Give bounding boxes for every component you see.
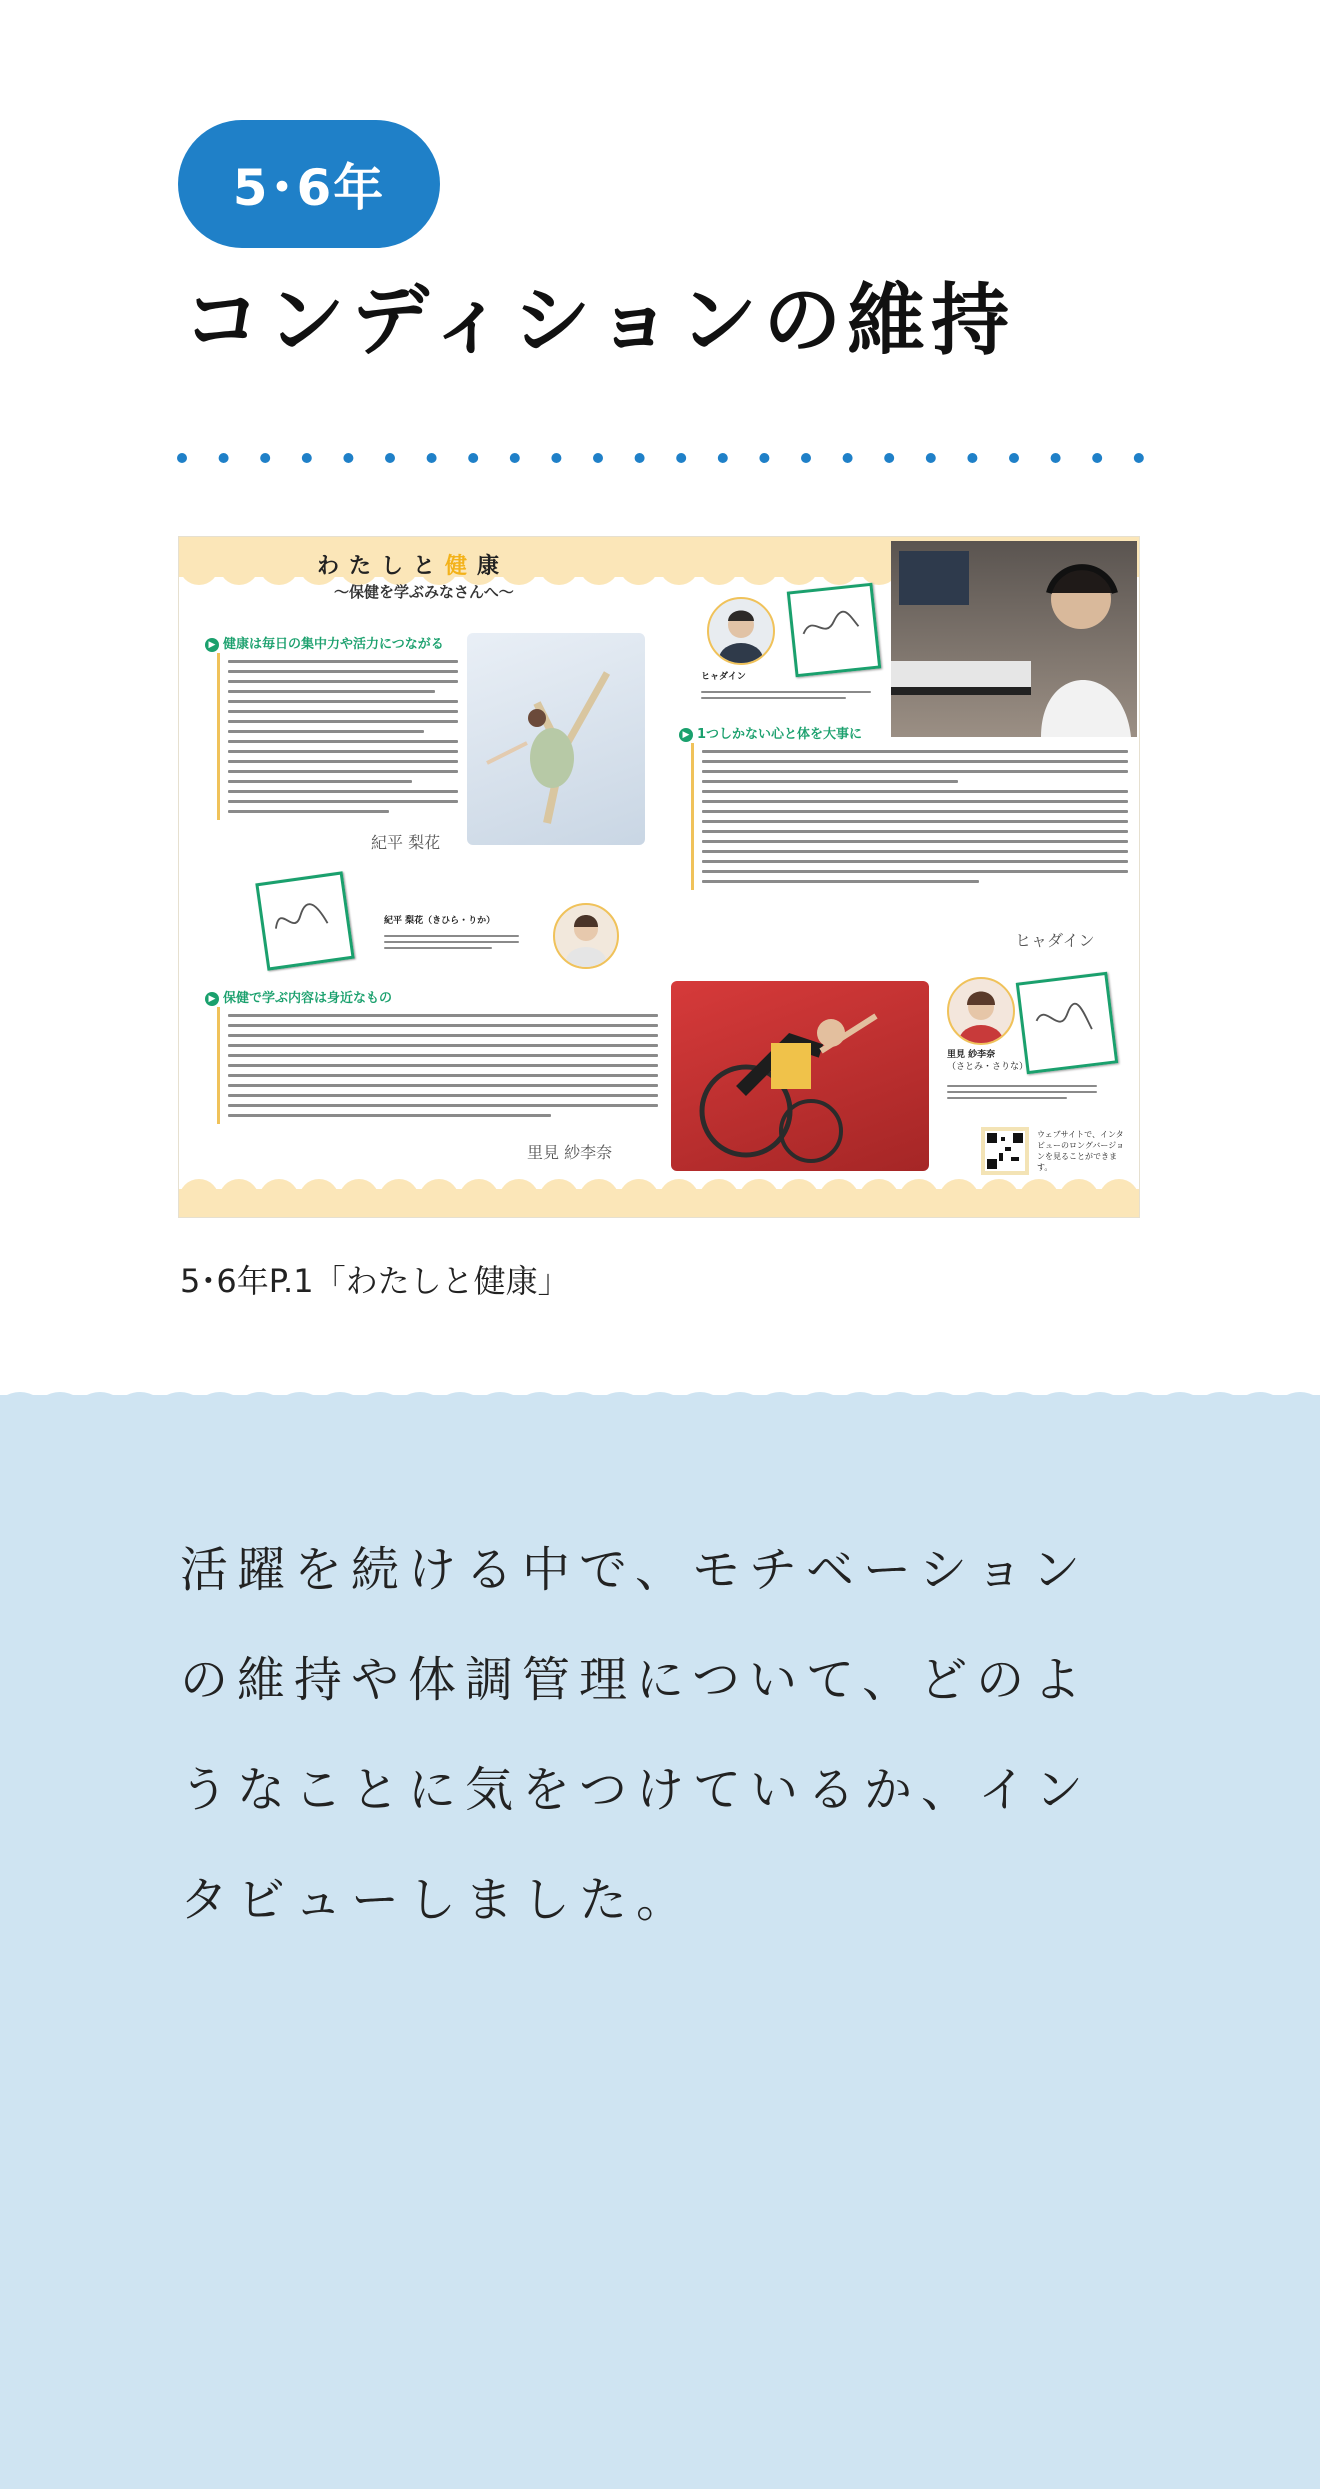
scallop-bump [259, 1179, 299, 1199]
intro-paragraph: 活躍を続ける中で、モチベーションの維持や体調管理について、どのようなことに気をつけているか、インタビューしました。 [180, 1542, 1093, 1928]
scallop-bump [859, 1179, 899, 1199]
scallop-bump [659, 1179, 699, 1199]
satomi-autograph-card [1016, 972, 1119, 1075]
kihira-autograph-card [255, 871, 354, 970]
divider-dot [551, 453, 561, 463]
scallop-bump [819, 1179, 859, 1199]
scallop-bump [739, 1179, 779, 1199]
scallop-bump [899, 1179, 939, 1199]
qr-code[interactable] [981, 1127, 1029, 1175]
section-title-left-2: ▶ 保健で学ぶ内容は身近なもの [205, 987, 392, 1006]
right-text-block-1 [691, 743, 1128, 890]
divider-dot [510, 453, 520, 463]
scallop-bump [259, 565, 299, 585]
spread-heading: わたしと健康 [317, 554, 510, 579]
qr-note: ウェブサイトで、インタビューのロングバージョンを見ることができます。 [1037, 1130, 1125, 1172]
hyadain-studio-photo [891, 541, 1137, 737]
scallop-bump [419, 1179, 459, 1199]
divider-dot [884, 453, 894, 463]
scallop-bump [1099, 1179, 1139, 1199]
scallop-bump [179, 1179, 219, 1199]
skater-photo [467, 633, 645, 845]
kihira-signature-text: 紀平 梨花 [371, 833, 441, 852]
divider-dot [385, 453, 395, 463]
scallop-bump [739, 565, 779, 585]
scallop-bump [539, 565, 579, 585]
divider-dot [593, 453, 603, 463]
scallop-bump [939, 1179, 979, 1199]
textbook-spread-image [178, 536, 1140, 1218]
scallop-bump [219, 1179, 259, 1199]
hyadain-autograph-card [787, 583, 882, 678]
hyadain-name: ヒャダイン [701, 672, 746, 682]
scallop-bump [1059, 1179, 1099, 1199]
left-text-block-2 [217, 1007, 658, 1124]
scallop-bump [779, 1179, 819, 1199]
divider-dot [1092, 453, 1102, 463]
scallop-bump [179, 565, 219, 585]
divider-dot [926, 453, 936, 463]
scallop-bump [459, 1179, 499, 1199]
scallop-bump [619, 1179, 659, 1199]
divider-dot [759, 453, 769, 463]
scallop-bump [299, 1179, 339, 1199]
divider-dot [801, 453, 811, 463]
image-caption: 5･6年P.1「わたしと健康」 [180, 1262, 570, 1300]
scallop-bump [579, 565, 619, 585]
divider-dot [1051, 453, 1061, 463]
hyadain-signature-text: ヒャダイン [1015, 931, 1095, 950]
divider-dot [260, 453, 270, 463]
divider-dot [219, 453, 229, 463]
divider-dot [468, 453, 478, 463]
section-title-right-1: ▶ 1つしかない心と体を大事に [679, 723, 862, 742]
page-title: コンディションの維持 [183, 276, 1016, 366]
scallop-bump [779, 565, 819, 585]
scallop-bump [339, 1179, 379, 1199]
satomi-portrait [947, 977, 1015, 1045]
divider-dot [635, 453, 645, 463]
divider-dot [718, 453, 728, 463]
spread-bottom-scallop [179, 1175, 1139, 1199]
hyadain-portrait [707, 597, 775, 665]
scallop-bump [219, 565, 259, 585]
scallop-bump [699, 1179, 739, 1199]
kihira-name: 紀平 梨花（きひら・りか） [384, 916, 496, 926]
divider-dot [302, 453, 312, 463]
left-text-block-1 [217, 653, 458, 820]
divider-dot [177, 453, 187, 463]
section-title-left-1: ▶ 健康は毎日の集中力や活力につながる [205, 633, 444, 652]
wave-divider [0, 1385, 1320, 1409]
divider-dot [843, 453, 853, 463]
divider-dot [676, 453, 686, 463]
divider-dot [967, 453, 977, 463]
grade-badge: 5･6年 [178, 120, 440, 248]
scallop-bump [539, 1179, 579, 1199]
scallop-bump [979, 1179, 1019, 1199]
satomi-profile-lines [947, 1081, 1097, 1103]
dotted-divider [176, 452, 1146, 464]
divider-dot [427, 453, 437, 463]
satomi-reading: （さとみ・さりな） [947, 1062, 1029, 1072]
kihira-portrait [553, 903, 619, 969]
divider-dot [1134, 453, 1144, 463]
scallop-bump [579, 1179, 619, 1199]
scallop-bump [659, 565, 699, 585]
satomi-name: 里見 紗李奈 [947, 1050, 996, 1060]
scallop-bump [379, 1179, 419, 1199]
scallop-bump [619, 565, 659, 585]
satomi-badminton-photo [671, 981, 929, 1171]
scallop-bump [819, 565, 859, 585]
spread-subheading: 〜保健を学ぶみなさんへ〜 [334, 583, 514, 601]
kihira-profile-lines [384, 931, 519, 953]
scallop-bump [499, 1179, 539, 1199]
scallop-bump [1019, 1179, 1059, 1199]
divider-dot [1009, 453, 1019, 463]
scallop-bump [699, 565, 739, 585]
hyadain-profile-lines [701, 687, 871, 703]
satomi-signature-text: 里見 紗李奈 [527, 1143, 613, 1162]
divider-dot [343, 453, 353, 463]
